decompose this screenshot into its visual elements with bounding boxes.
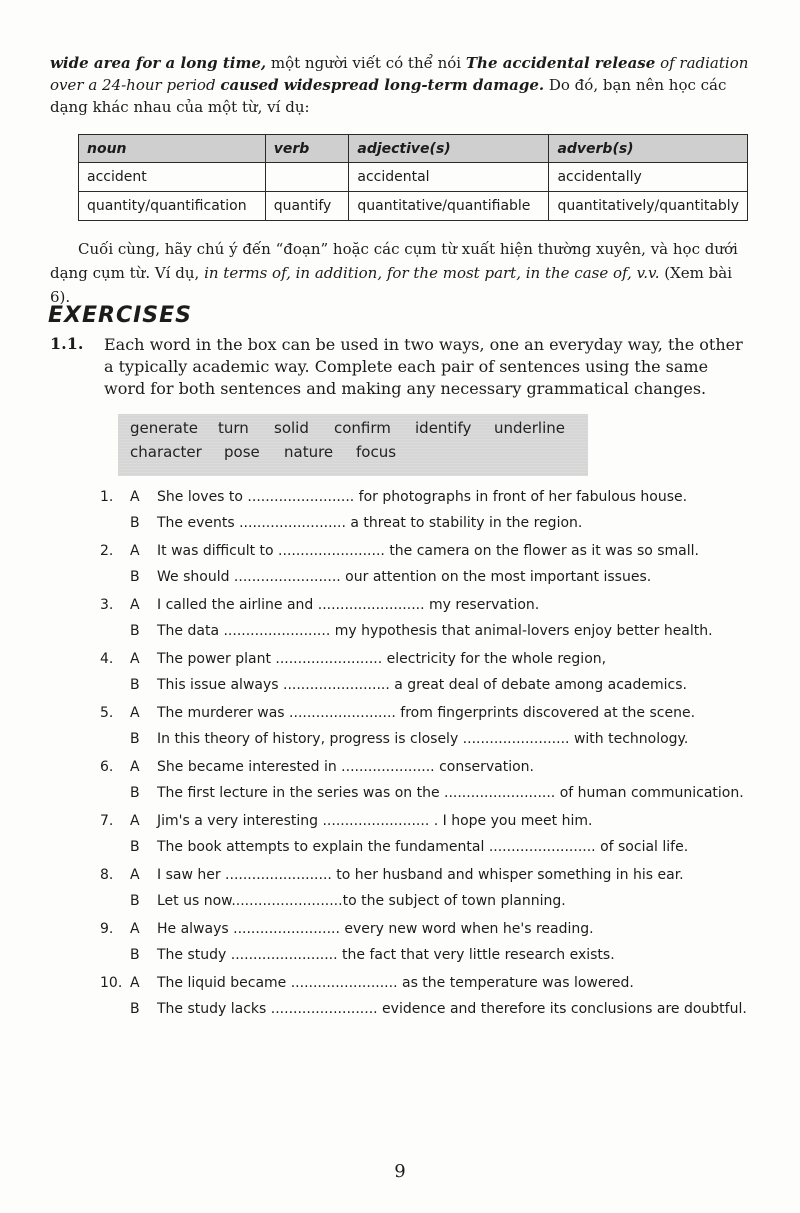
item-number: 10. <box>100 975 123 991</box>
exercise-item <box>100 916 760 970</box>
sentence-text: The power plant ........................ electricity for the whole region, <box>157 651 607 667</box>
closing-text: Cuối cùng, hãy chú ý đến “đoạn” hoặc các cụm từ xuất hiện thường xuyên, và học dưới dạng cụm từ. Ví dụ, <box>50 240 738 282</box>
sentence-letter: B <box>130 677 140 693</box>
sentence-letter: B <box>130 569 140 585</box>
sentence-letter: B <box>130 785 140 801</box>
column-header-adjective: adjective(s) <box>349 135 549 163</box>
sentence-letter: A <box>130 543 140 559</box>
item-number: 7. <box>100 813 114 829</box>
sentence-text: The murderer was ........................ from fingerprints discovered at the scene. <box>157 705 696 721</box>
word-box-word: identify <box>415 419 472 437</box>
sentence-line-a <box>100 484 760 510</box>
sentence-text: Let us now.........................to the subject of town planning. <box>157 893 566 909</box>
sentence-line-b <box>100 564 760 590</box>
table-header-row <box>79 135 748 163</box>
column-header-noun: noun <box>79 135 266 163</box>
sentence-text: It was difficult to ........................ the camera on the flower as it was so small. <box>157 543 699 559</box>
item-number: 6. <box>100 759 114 775</box>
sentence-letter: B <box>130 947 140 963</box>
exercise-item <box>100 538 760 592</box>
word-forms-table <box>78 134 748 221</box>
intro-bold-phrase: wide area for a long time, <box>50 54 267 72</box>
sentence-letter: B <box>130 839 140 855</box>
exercise-item <box>100 862 760 916</box>
item-number: 2. <box>100 543 114 559</box>
sentence-pairs <box>100 484 760 1024</box>
sentence-letter: A <box>130 867 140 883</box>
sentence-line-b <box>100 726 760 752</box>
table-row <box>79 163 748 192</box>
table-cell: quantitative/quantifiable <box>349 192 549 221</box>
column-header-verb: verb <box>265 135 349 163</box>
word-box-word: character <box>130 443 202 461</box>
sentence-text: The data ........................ my hypothesis that animal-lovers enjoy better health. <box>157 623 713 639</box>
intro-paragraph <box>50 52 750 118</box>
sentence-line-a <box>100 862 760 888</box>
table-cell: quantify <box>265 192 349 221</box>
sentence-text: The events ........................ a threat to stability in the region. <box>157 515 583 531</box>
closing-text: (Xem bài 6). <box>50 264 733 306</box>
intro-text: một người viết có thể nói <box>266 54 466 72</box>
item-number: 8. <box>100 867 114 883</box>
word-box-word: nature <box>284 443 334 461</box>
exercise-instruction: Each word in the box can be used in two ways, one an everyday way, the other a typically academic way. Complete each pair of sentences using the same word for both sentences and making any necessary grammatical changes. <box>104 335 743 398</box>
word-box-word: turn <box>218 419 249 437</box>
table-cell <box>265 163 349 192</box>
closing-paragraph <box>50 237 750 309</box>
exercise-item <box>100 484 760 538</box>
word-box-word: focus <box>356 443 397 461</box>
table-cell: accident <box>79 163 266 192</box>
sentence-text: I called the airline and ........................ my reservation. <box>157 597 540 613</box>
item-number: 5. <box>100 705 114 721</box>
item-number: 1. <box>100 489 114 505</box>
intro-bold-phrase: The accidental release <box>465 54 656 72</box>
sentence-text: Jim's a very interesting ........................ . I hope you meet him. <box>157 813 593 829</box>
item-number: 9. <box>100 921 114 937</box>
exercise-item <box>100 592 760 646</box>
exercise-item <box>100 646 760 700</box>
exercise-item <box>100 700 760 754</box>
table-cell: accidental <box>349 163 549 192</box>
sentence-line-a <box>100 646 760 672</box>
sentence-letter: A <box>130 921 140 937</box>
sentence-letter: A <box>130 705 140 721</box>
item-number: 4. <box>100 651 114 667</box>
word-box-word: confirm <box>334 419 391 437</box>
table-cell: quantitatively/quantitably <box>549 192 748 221</box>
sentence-letter: B <box>130 515 140 531</box>
sentence-letter: A <box>130 489 140 505</box>
closing-italic-phrase: in terms of, in addition, for the most part, in the case of, v.v. <box>204 264 660 282</box>
column-header-adverb: adverb(s) <box>549 135 748 163</box>
intro-italic-phrase: of radiation over a 24-hour period <box>50 54 749 94</box>
sentence-line-a <box>100 538 760 564</box>
sentence-text: I saw her ........................ to her husband and whisper something in his ear. <box>157 867 684 883</box>
sentence-text: The first lecture in the series was on the ......................... of human communication. <box>157 785 744 801</box>
word-box <box>118 414 588 476</box>
sentence-text: He always ........................ every new word when he's reading. <box>157 921 594 937</box>
sentence-letter: B <box>130 893 140 909</box>
sentence-letter: A <box>130 597 140 613</box>
sentence-text: This issue always ........................ a great deal of debate among academics. <box>157 677 687 693</box>
word-box-word: underline <box>494 419 566 437</box>
table-row <box>79 192 748 221</box>
sentence-text: The book attempts to explain the fundamental ........................ of social life. <box>157 839 689 855</box>
word-box-word: solid <box>274 419 309 437</box>
sentence-line-b <box>100 780 760 806</box>
word-box-word: generate <box>130 419 198 437</box>
sentence-line-b <box>100 672 760 698</box>
sentence-text: The liquid became ........................ as the temperature was lowered. <box>157 975 634 991</box>
sentence-letter: B <box>130 1001 140 1017</box>
exercises-heading: EXERCISES <box>48 303 193 328</box>
sentence-letter: B <box>130 731 140 747</box>
sentence-text: She loves to ........................ for photographs in front of her fabulous house. <box>157 489 688 505</box>
sentence-text: In this theory of history, progress is closely ........................ with technology. <box>157 731 689 747</box>
table-cell: accidentally <box>549 163 748 192</box>
sentence-letter: B <box>130 623 140 639</box>
item-number: 3. <box>100 597 114 613</box>
sentence-line-a <box>100 970 760 996</box>
sentence-line-b <box>100 834 760 860</box>
sentence-line-a <box>100 754 760 780</box>
sentence-line-b <box>100 942 760 968</box>
sentence-letter: A <box>130 651 140 667</box>
intro-text: Do đó, bạn nên học các dạng khác nhau của một từ, ví dụ: <box>50 76 727 116</box>
exercise-item <box>100 970 760 1024</box>
exercise-item <box>100 754 760 808</box>
table-cell: quantity/quantification <box>79 192 266 221</box>
sentence-text: We should ........................ our attention on the most important issues. <box>157 569 652 585</box>
sentence-line-a <box>100 700 760 726</box>
sentence-line-a <box>100 808 760 834</box>
sentence-line-a <box>100 916 760 942</box>
sentence-line-b <box>100 888 760 914</box>
intro-bold-phrase: caused widespread long-term damage. <box>220 76 545 94</box>
exercise-item <box>100 808 760 862</box>
sentence-letter: A <box>130 813 140 829</box>
sentence-line-b <box>100 618 760 644</box>
exercise-number: 1.1. <box>50 334 84 353</box>
sentence-text: The study ........................ the fact that very little research exists. <box>157 947 615 963</box>
word-box-word: pose <box>224 443 260 461</box>
sentence-text: The study lacks ........................ evidence and therefore its conclusions are doubtful. <box>157 1001 747 1017</box>
sentence-line-b <box>100 996 760 1022</box>
sentence-letter: A <box>130 975 140 991</box>
sentence-letter: A <box>130 759 140 775</box>
sentence-line-b <box>100 510 760 536</box>
sentence-line-a <box>100 592 760 618</box>
sentence-text: She became interested in ..................... conservation. <box>157 759 535 775</box>
page-number: 9 <box>394 1161 406 1182</box>
